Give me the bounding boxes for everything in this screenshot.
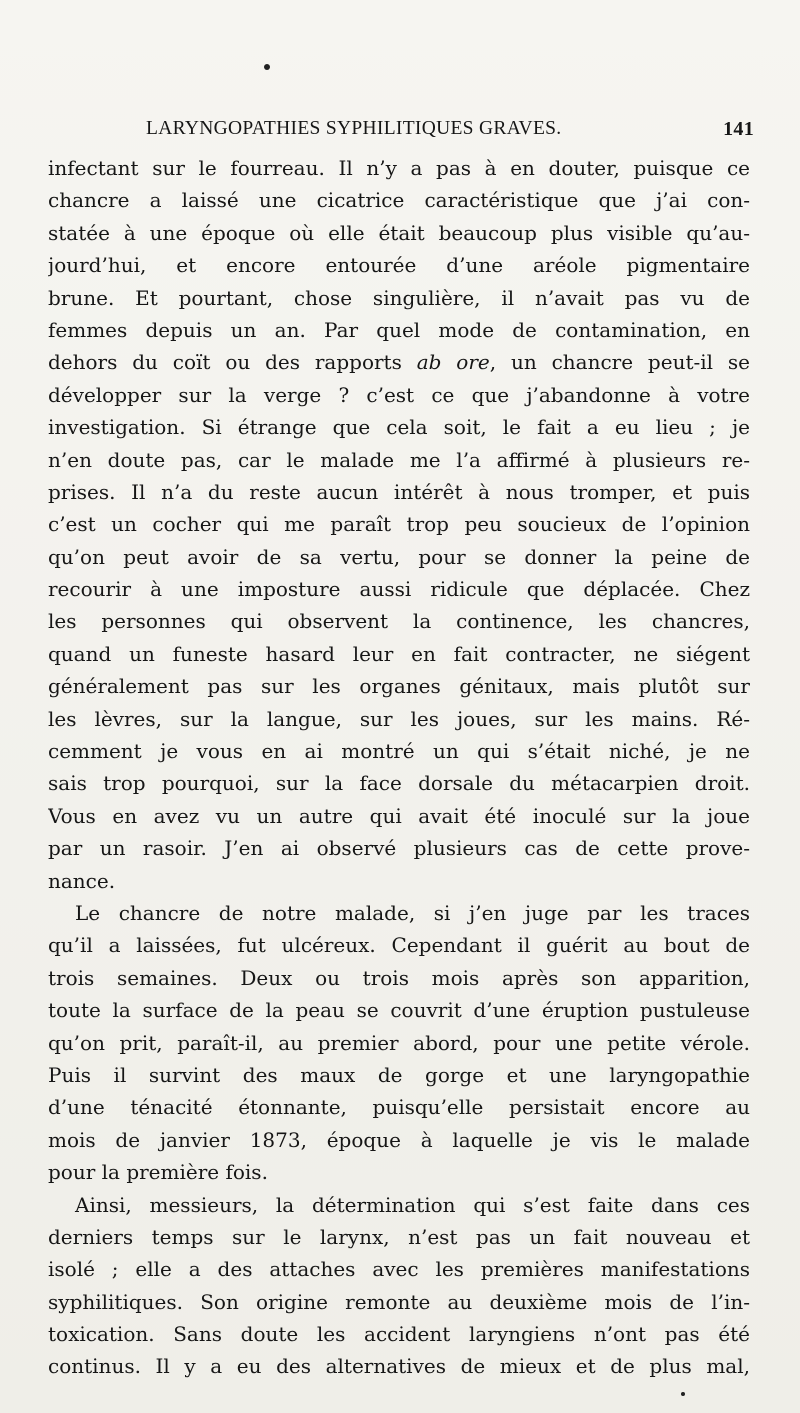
text-line: pour la première fois. — [48, 1160, 268, 1185]
text-segment: dehors du coït ou des rapports — [48, 350, 417, 375]
text-line: chancre a laissé une cicatrice caractéristique que j’ai con- — [48, 188, 750, 213]
text-line: qu’on prit, paraît-il, au premier abord, pour une petite vérole. — [48, 1030, 750, 1055]
page-number: 141 — [723, 118, 754, 140]
text-line: brune. Et pourtant, chose singulière, il n’avait pas vu de — [48, 285, 750, 310]
running-title: LARYNGOPATHIES SYPHILITIQUES GRAVES. — [146, 118, 562, 139]
text-line: nance. — [48, 868, 116, 893]
text-line: sais trop pourquoi, sur la face dorsale du métacarpien droit. — [48, 771, 750, 796]
text-line: continus. Il y a eu des alternatives de mieux et de plus mal, — [48, 1354, 750, 1379]
text-line: les lèvres, sur la langue, sur les joues, sur les mains. Ré- — [48, 706, 750, 731]
text-line: Puis il survint des maux de gorge et une laryngopathie — [48, 1062, 750, 1087]
text-line: généralement pas sur les organes génitaux, mais plutôt sur — [48, 674, 750, 699]
text-line — [48, 346, 750, 378]
text-line: toxication. Sans doute les accident laryngiens n’ont pas été — [48, 1322, 750, 1347]
body-text — [48, 152, 750, 1383]
text-line: statée à une époque où elle était beaucoup plus visible qu’au- — [48, 220, 750, 245]
text-line: infectant sur le fourreau. Il n’y a pas à en douter, puisque ce — [48, 156, 750, 180]
text-line: prises. Il n’a du reste aucun intérêt à nous tromper, et puis — [48, 479, 750, 504]
text-line: Ainsi, messieurs, la détermination qui s’est faite dans ces — [75, 1192, 750, 1217]
text-line: Vous en avez vu un autre qui avait été inoculé sur la joue — [48, 803, 750, 828]
text-line: Le chancre de notre malade, si j’en juge par les traces — [75, 900, 750, 925]
text-line: jourd’hui, et encore entourée d’une aréole pigmentaire — [48, 253, 750, 278]
text-line: développer sur la verge ? c’est ce que j’abandonne à votre — [48, 382, 750, 407]
text-line: mois de janvier 1873, époque à laquelle je vis le malade — [48, 1127, 750, 1152]
text-line: syphilitiques. Son origine remonte au deuxième mois de l’in- — [48, 1289, 750, 1314]
italic-phrase: ab ore — [416, 350, 490, 375]
text-line: les personnes qui observent la continence, les chancres, — [48, 609, 750, 634]
text-line: n’en doute pas, car le malade me l’a affirmé à plusieurs re- — [48, 447, 750, 472]
text-line: quand un funeste hasard leur en fait contracter, ne siégent — [48, 641, 750, 666]
text-line: d’une ténacité étonnante, puisqu’elle persistait encore au — [48, 1095, 750, 1120]
text-line: isolé ; elle a des attaches avec les premières manifestations — [48, 1257, 750, 1282]
text-line: derniers temps sur le larynx, n’est pas un fait nouveau et — [48, 1224, 750, 1249]
text-line: recourir à une imposture aussi ridicule que déplacée. Chez — [48, 577, 750, 602]
text-line: cemment je vous en ai montré un qui s’était niché, je ne — [48, 739, 750, 764]
text-line: investigation. Si étrange que cela soit, le fait a eu lieu ; je — [48, 415, 750, 440]
text-line: toute la surface de la peau se couvrit d’une éruption pustuleuse — [48, 998, 750, 1023]
text-line: femmes depuis un an. Par quel mode de contamination, en — [48, 317, 750, 342]
ink-speck — [681, 1392, 685, 1396]
text-line: qu’il a laissées, fut ulcéreux. Cependant il guérit au bout de — [48, 933, 750, 958]
text-line: trois semaines. Deux ou trois mois après son apparition, — [48, 965, 750, 990]
text-line: par un rasoir. J’en ai observé plusieurs cas de cette prove- — [48, 836, 750, 861]
text-line: qu’on peut avoir de sa vertu, pour se donner la peine de — [48, 544, 750, 569]
text-line: c’est un cocher qui me paraît trop peu soucieux de l’opinion — [48, 512, 750, 537]
ink-speck — [264, 64, 270, 70]
running-header — [146, 118, 754, 146]
text-segment: , un chancre peut-il se — [489, 350, 750, 375]
